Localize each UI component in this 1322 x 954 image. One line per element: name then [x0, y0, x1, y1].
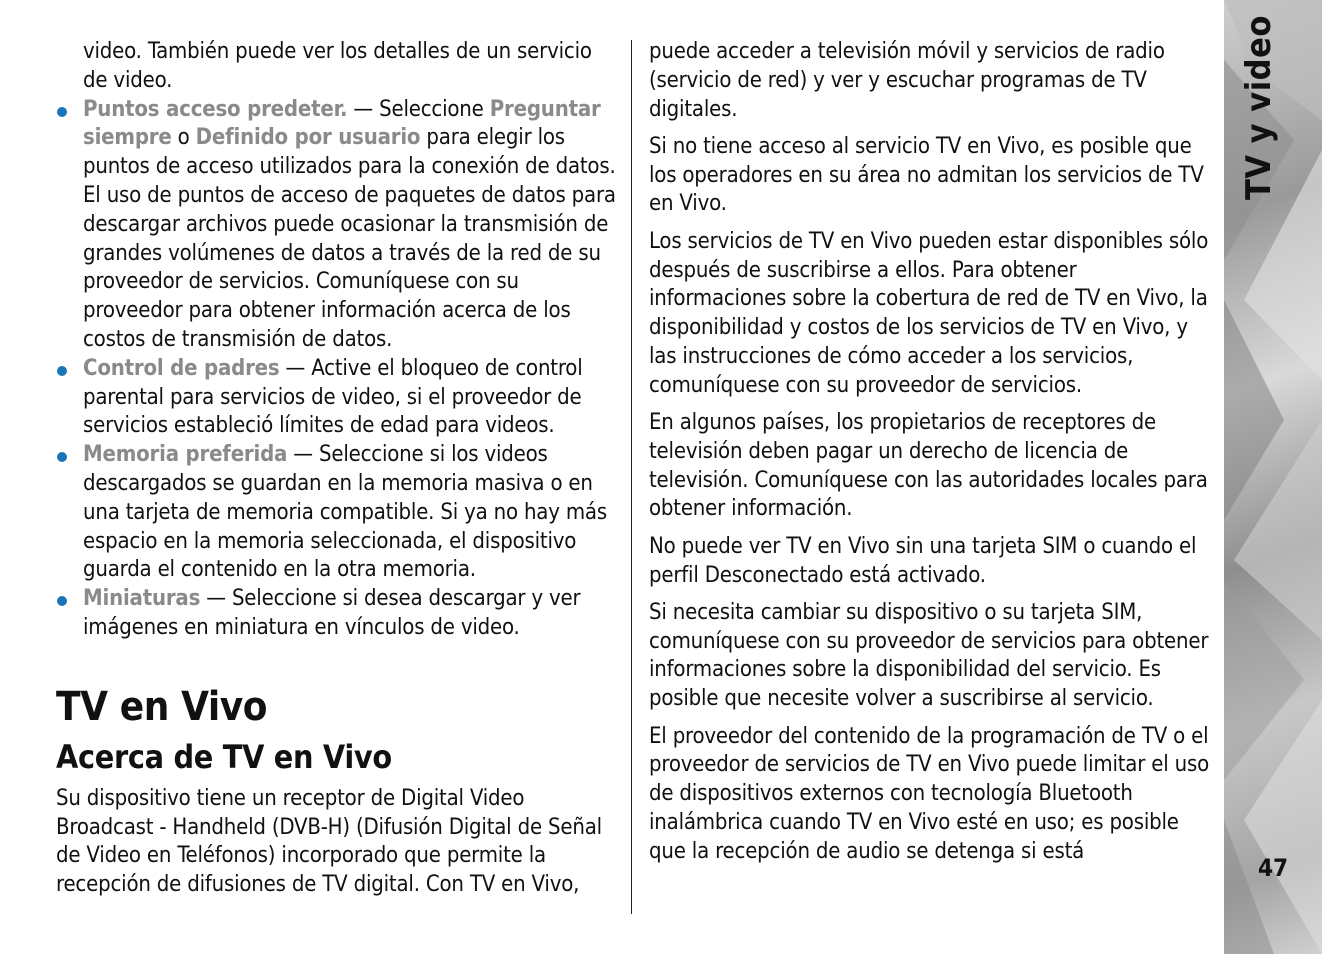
column-divider: [631, 40, 632, 914]
paragraph: No puede ver TV en Vivo sin una tarjeta SIM o cuando el perfil Desconectado está activado.: [649, 533, 1197, 588]
paragraph: puede acceder a televisión móvil y servicios de radio (servicio de red) y ver y escuchar programas de TV digitales.: [649, 39, 1165, 122]
bullet-icon: [57, 366, 67, 376]
term-preferred-memory: Memoria preferida: [83, 442, 288, 468]
paragraph: El proveedor del contenido de la programación de TV o el proveedor de servicios de TV en Vivo puede limitar el uso de dispositivos externos con tecnología Bluetooth inalámbrica cuando TV en Vivo esté en uso; es posible que la recepción de audio se detenga si está: [649, 723, 1209, 864]
paragraph: En algunos países, los propietarios de receptores de televisión deben pagar un derecho de licencia de televisión. Comuníquese con las autoridades locales para obtener información.: [649, 410, 1208, 522]
list-item-access-points: [56, 96, 620, 355]
text-segment: — Active el bloqueo de control parental para servicios de video, si el proveedor de servicios estableció límites de edad para videos.: [83, 355, 583, 439]
chapter-title: TV y video: [1239, 15, 1279, 200]
term-access-points: Puntos acceso predeter.: [83, 96, 348, 122]
left-column: [56, 38, 620, 908]
bullet-icon: [57, 107, 67, 117]
right-column: [649, 38, 1211, 875]
text-segment: — Seleccione si desea descargar y ver imágenes en miniatura en vínculos de video.: [83, 586, 581, 640]
text-segment: — Seleccione si los videos descargados se guardan en la memoria masiva o en una tarjeta de memoria compatible. Si ya no hay más espacio en la memoria seleccionada, el dispositivo guarda el contenido en la otra memoria.: [83, 442, 607, 583]
list-item-preferred-memory: [56, 441, 620, 585]
option-ask-always: Preguntar siempre: [83, 96, 601, 151]
list-item-parental-control: [56, 355, 620, 441]
text-segment: para elegir los puntos de acceso utilizados para la conexión de datos. El uso de puntos de acceso de paquetes de datos para descargar archivos puede ocasionar la transmisión de grandes volúmenes de datos a través de la red de su proveedor de servicios. Comuníquese con su proveedor para obtener información acerca de los costos de transmisión de datos.: [83, 125, 616, 352]
bullet-icon: [57, 596, 67, 606]
text-segment: o: [171, 125, 196, 151]
text-segment: — Seleccione: [347, 96, 490, 122]
paragraph: Si necesita cambiar su dispositivo o su tarjeta SIM, comuníquese con su proveedor de servicios para obtener informaciones sobre la disponibilidad del servicio. Es posible que necesite volver a suscribirse al servicio.: [649, 599, 1209, 712]
subsection-heading: Acerca de TV en Vivo: [56, 737, 392, 776]
term-thumbnails: Miniaturas: [83, 586, 201, 612]
bullet-icon: [57, 452, 67, 462]
option-user-defined: Definido por usuario: [195, 125, 421, 151]
paragraph: Si no tiene acceso al servicio TV en Vivo, es posible que los operadores en su área no admitan los servicios de TV en Vivo.: [649, 133, 1204, 217]
intro-text: video. También puede ver los detalles de un servicio de video.: [83, 39, 592, 93]
term-parental-control: Control de padres: [83, 355, 280, 381]
list-item-thumbnails: [56, 585, 620, 643]
body-paragraph: Su dispositivo tiene un receptor de Digital Video Broadcast - Handheld (DVB-H) (Difusión Digital de Señal de Video en Teléfonos) incorporado que permite la recepción de difusiones de TV digital. Con TV en Vivo,: [56, 785, 602, 898]
paragraph: Los servicios de TV en Vivo pueden estar disponibles sólo después de suscribirse a ellos. Para obtener informaciones sobre la cobertura de red de TV en Vivo, la disponibilidad y costos de los servicios de TV en Vivo, y las instrucciones de cómo acceder a los servicios, comuníquese con su proveedor de servicios.: [649, 228, 1209, 398]
section-heading: TV en Vivo: [56, 683, 268, 730]
page-number: 47: [1257, 854, 1289, 882]
settings-list: [56, 96, 620, 643]
